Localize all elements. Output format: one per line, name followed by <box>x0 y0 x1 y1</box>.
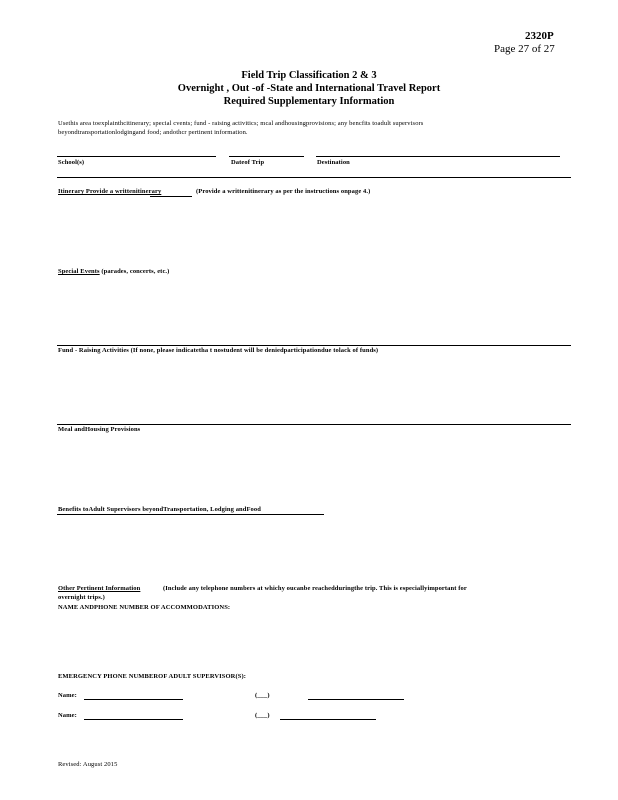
special-events-heading: Special Events <box>58 268 100 275</box>
emergency-name-field-1[interactable] <box>84 699 183 700</box>
school-label: School(s) <box>58 159 85 166</box>
emergency-area-code-2[interactable]: (___) <box>255 712 270 719</box>
special-events-area[interactable] <box>57 280 571 340</box>
destination-label: Destination <box>317 159 350 166</box>
revised-date: Revised: August 2015 <box>58 761 118 768</box>
emergency-heading: EMERGENCY PHONE NUMBEROF ADULT SUPERVISOR(S): <box>58 673 246 680</box>
emergency-name-label-2: Name: <box>58 712 77 719</box>
fund-raising-heading: Fund - Raising Activities (If none, please indicatetha t nostudent will be deniedparticipationdue tolack of funds) <box>58 347 379 354</box>
date-label: Dateof Trip <box>231 159 265 166</box>
document-code: 2320P <box>525 30 554 42</box>
accommodations-area[interactable] <box>57 615 571 665</box>
divider-3 <box>57 424 571 425</box>
divider-1 <box>57 177 571 178</box>
intro-line-2: beyondtransportationlodgingand food; andothcr pertinent information. <box>58 129 248 136</box>
intro-line-1: Usethis area toexplainthcitinerary; special cvents; fund - raising activitics; mcal andhousingprovisions; any bencfits toadult supervisors <box>58 120 424 127</box>
title-line-2: Overnight , Out -of -State and International Travel Report <box>177 83 441 94</box>
itinerary-note: (Provide a writtenitinerary as per the instructions onpage 4.) <box>196 188 371 195</box>
other-info-note-2: overnight trips.) <box>58 594 105 601</box>
title-line-1: Field Trip Classification 2 & 3 <box>241 70 377 81</box>
page-number: Page 27 of 27 <box>494 43 555 55</box>
meal-housing-heading: Meal andHousing Provisions <box>58 426 141 433</box>
itinerary-area[interactable] <box>57 200 571 260</box>
benefits-area[interactable] <box>57 518 571 578</box>
emergency-name-field-2[interactable] <box>84 719 183 720</box>
special-events-note: (parades, concerts, etc.) <box>101 268 170 275</box>
other-info-note: (Include any telephone numbers at whichy oucanbe reachedduringthe trip. This is especiallyimportant for <box>163 585 467 592</box>
date-field-line[interactable] <box>229 156 304 157</box>
destination-field-line[interactable] <box>316 156 560 157</box>
fund-raising-area[interactable] <box>57 358 571 418</box>
title-line-3: Required Supplementary Information <box>223 96 395 107</box>
special-events-row <box>58 268 169 275</box>
benefits-underline <box>57 514 324 515</box>
accommodations-label: NAME ANDPHONE NUMBER OF ACCOMMODATIONS: <box>58 604 231 611</box>
meal-housing-area[interactable] <box>57 437 571 497</box>
divider-2 <box>57 345 571 346</box>
benefits-heading: Benefits toAdult Supervisors beyondTransportation, Lodging andFood <box>58 506 261 513</box>
emergency-name-label-1: Name: <box>58 692 77 699</box>
itinerary-underline <box>150 196 192 197</box>
other-info-heading: Other Pertinent Information <box>58 585 141 592</box>
emergency-area-code-1[interactable]: (___) <box>255 692 270 699</box>
school-field-line[interactable] <box>57 156 216 157</box>
emergency-phone-field-1[interactable] <box>308 699 404 700</box>
emergency-phone-field-2[interactable] <box>280 719 376 720</box>
itinerary-heading: Itinerary Provide a writtenitinerary <box>58 188 162 195</box>
